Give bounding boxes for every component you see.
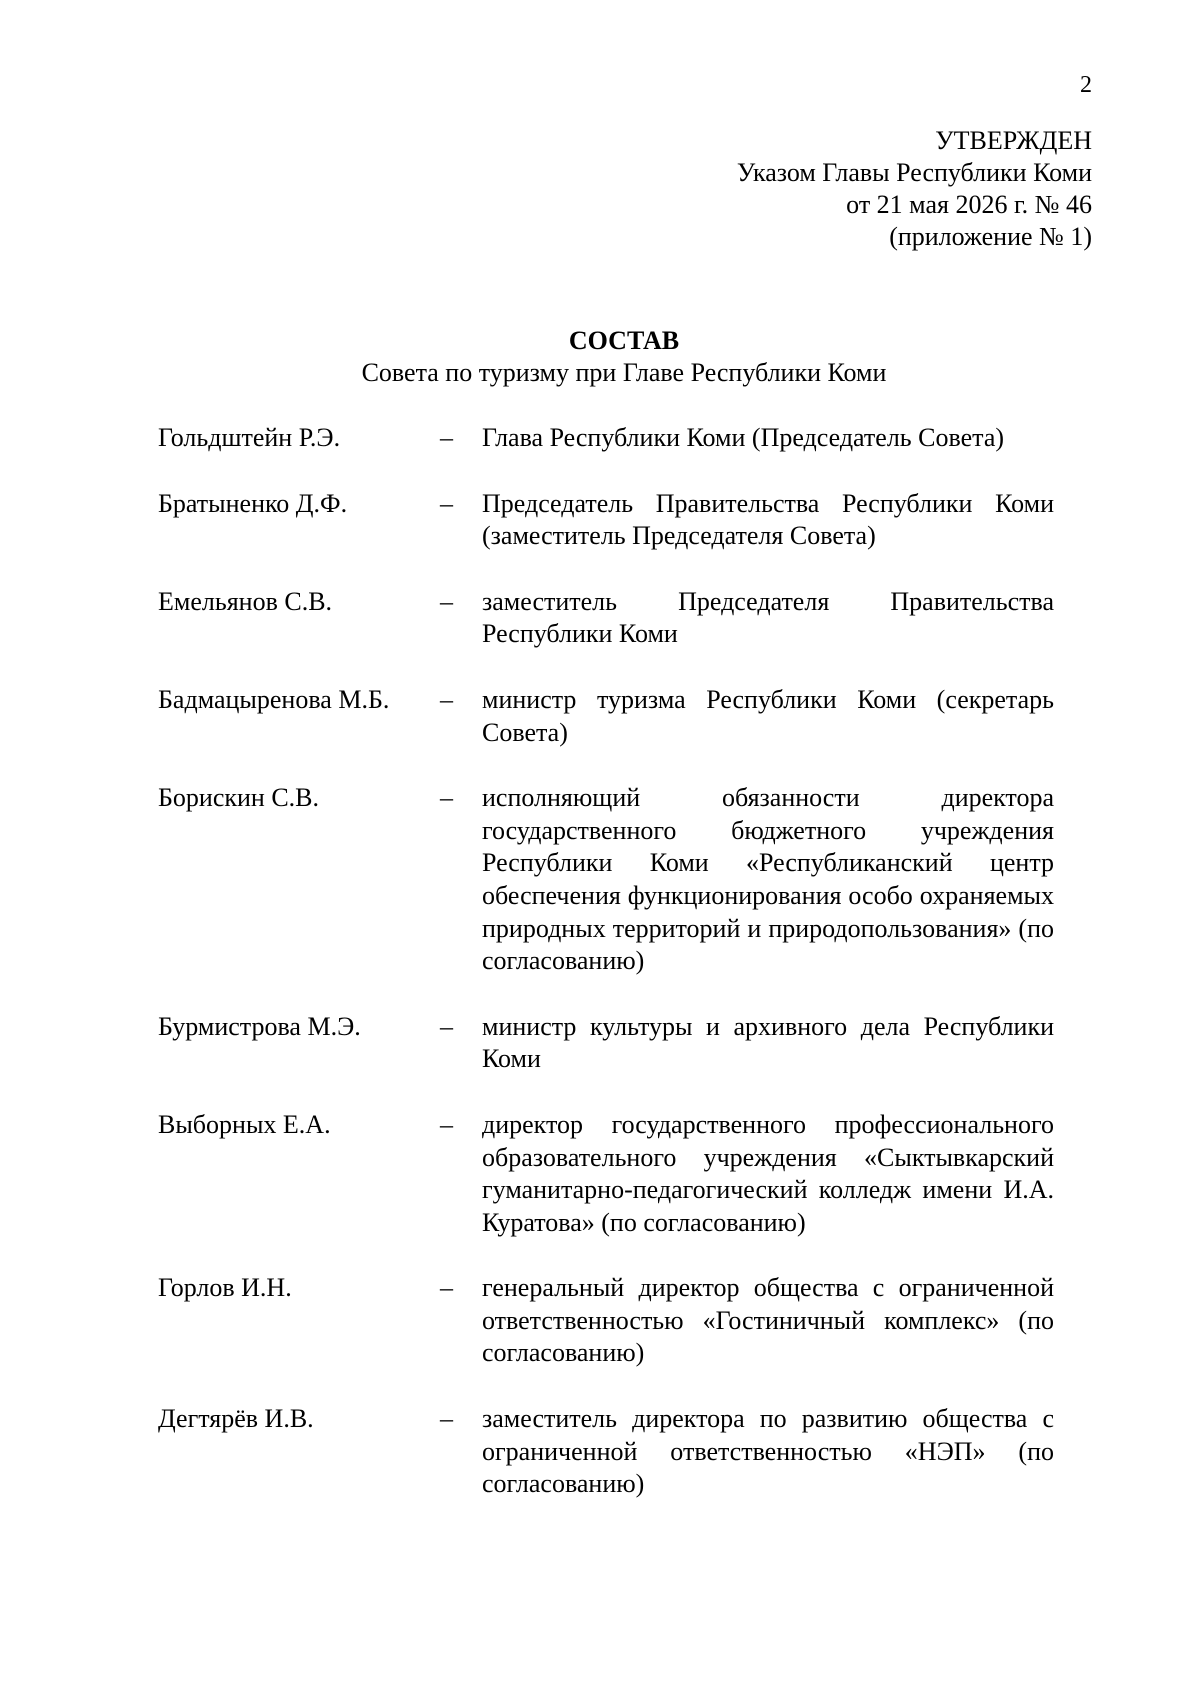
member-name: Горлов И.Н. (158, 1273, 292, 1303)
member-name: Борискин С.В. (158, 783, 320, 813)
council-member (158, 684, 1054, 749)
member-name: Бадмацыренова М.Б. (158, 684, 390, 714)
member-dash: – (440, 1109, 453, 1139)
member-role: министр туризма Республики Коми (секретарь Совета) (482, 684, 1054, 747)
member-role: Председатель Правительства Республики Коми (заместитель Председателя Совета) (482, 488, 1054, 551)
member-dash: – (440, 1011, 453, 1041)
council-member (158, 1109, 1054, 1239)
council-member (158, 1011, 1054, 1076)
page-number: 2 (1080, 72, 1092, 98)
council-member (158, 488, 1054, 553)
member-dash: – (440, 586, 453, 616)
approval-date: от 21 мая 2026 г. № 46 (846, 190, 1092, 219)
member-role: директор государственного профессионального образовательного учреждения «Сыктывкарский гуманитарно-педагогический колледж имени И.А. Куратова» (по согласованию) (482, 1109, 1054, 1237)
member-dash: – (440, 1404, 453, 1434)
member-name: Выборных Е.А. (158, 1109, 331, 1139)
member-role: Глава Республики Коми (Председатель Совета) (482, 423, 1005, 452)
council-member (158, 586, 1054, 651)
council-member (158, 422, 1054, 455)
member-role: заместитель директора по развитию общества с ограниченной ответственностью «НЭП» (по согласованию) (482, 1404, 1054, 1499)
approval-appendix: (приложение № 1) (889, 222, 1092, 251)
member-dash: – (440, 423, 453, 452)
approval-stamp (737, 125, 1092, 253)
member-dash: – (440, 1273, 453, 1303)
member-role: заместитель Председателя Правительства Республики Коми (482, 586, 1054, 649)
approval-title: УТВЕРЖДЕН (935, 126, 1092, 155)
member-role: генеральный директор общества с ограниченной ответственностью «Гостиничный комплекс» (по согласованию) (482, 1273, 1054, 1368)
member-dash: – (440, 783, 453, 813)
member-name: Гольдштейн Р.Э. (158, 423, 341, 452)
approval-decree: Указом Главы Республики Коми (736, 158, 1092, 187)
council-member (158, 1272, 1054, 1370)
member-name: Емельянов С.В. (158, 586, 333, 616)
member-role: министр культуры и архивного дела Республики Коми (482, 1011, 1054, 1074)
document-title: СОСТАВ (568, 326, 680, 355)
member-name: Дегтярёв И.В. (158, 1404, 314, 1434)
member-dash: – (440, 684, 453, 714)
document-subtitle: Совета по туризму при Главе Республики Коми (361, 358, 887, 387)
council-member-list (158, 422, 1054, 1534)
document-heading (0, 325, 1200, 389)
member-dash: – (440, 488, 453, 518)
member-name: Бурмистрова М.Э. (158, 1011, 361, 1041)
council-member (158, 782, 1054, 978)
member-name: Братыненко Д.Ф. (158, 488, 348, 518)
member-role: исполняющий обязанности директора государственного бюджетного учреждения Республики Коми «Республиканский центр обеспечения функционирования особо охраняемых природных территорий и природопользования» (по согласованию) (482, 783, 1054, 976)
council-member (158, 1403, 1054, 1501)
